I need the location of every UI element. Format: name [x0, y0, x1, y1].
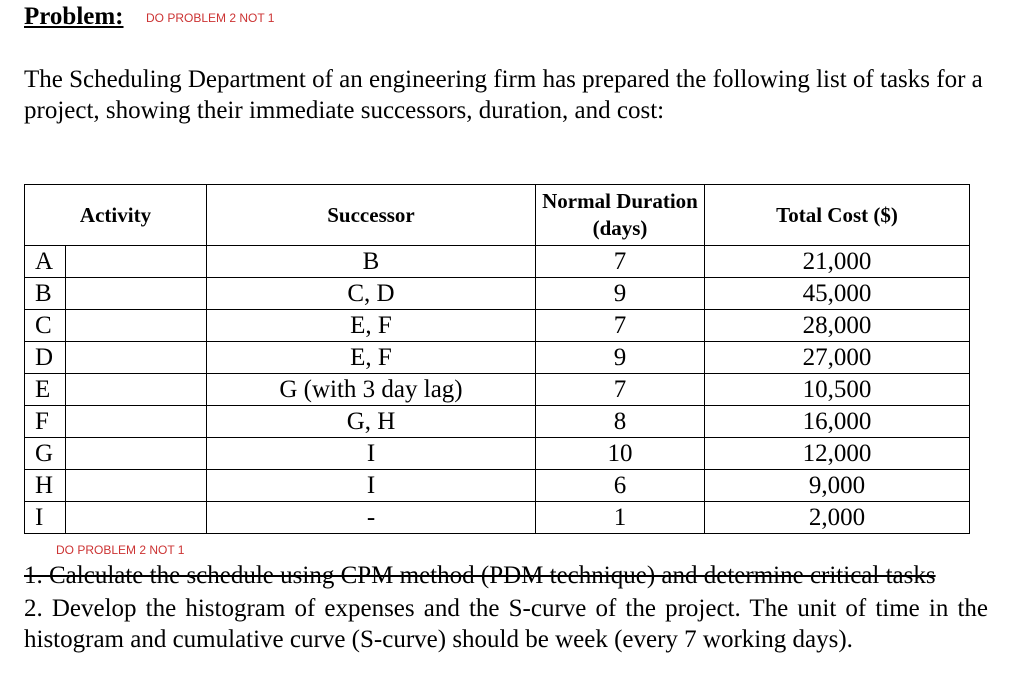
question-1-struck: 1. Calculate the schedule using CPM method (PDM technique) and determine critical tasks	[24, 562, 936, 589]
successor-cell: G (with 3 day lag)	[207, 374, 536, 406]
duration-cell: 1	[536, 502, 705, 534]
duration-cell: 7	[536, 246, 705, 278]
table-row	[25, 406, 970, 438]
duration-cell: 8	[536, 406, 705, 438]
successor-cell: C, D	[207, 278, 536, 310]
cost-cell: 9,000	[705, 470, 970, 502]
cost-cell: 16,000	[705, 406, 970, 438]
question-2: 2. Develop the histogram of expenses and the S-curve of the project. The unit of time in the histogram and cumulative curve (S-curve) should be week (every 7 working days).	[24, 595, 988, 653]
table-row	[25, 438, 970, 470]
table-row	[25, 470, 970, 502]
cost-cell: 27,000	[705, 342, 970, 374]
table-row	[25, 246, 970, 278]
table-row	[25, 278, 970, 310]
duration-cell: 9	[536, 278, 705, 310]
duration-cell: 7	[536, 310, 705, 342]
cost-cell: 21,000	[705, 246, 970, 278]
activity-cell: I	[25, 502, 66, 534]
activity-cell: D	[25, 342, 66, 374]
spacer-cell	[66, 406, 207, 438]
instructor-note-bottom: DO PROBLEM 2 NOT 1	[56, 543, 185, 557]
spacer-cell	[66, 470, 207, 502]
problem-heading: Problem:	[24, 3, 124, 30]
table-header-row	[25, 185, 970, 246]
cost-cell: 28,000	[705, 310, 970, 342]
cost-cell: 2,000	[705, 502, 970, 534]
spacer-cell	[66, 342, 207, 374]
activity-cell: C	[25, 310, 66, 342]
table-row	[25, 342, 970, 374]
successor-cell: E, F	[207, 342, 536, 374]
duration-cell: 10	[536, 438, 705, 470]
duration-cell: 7	[536, 374, 705, 406]
spacer-cell	[66, 502, 207, 534]
spacer-cell	[66, 310, 207, 342]
successor-cell: I	[207, 438, 536, 470]
intro-paragraph: The Scheduling Department of an engineering firm has prepared the following list of tasks for a project, showing their immediate successors, duration, and cost:	[24, 66, 983, 124]
duration-cell: 9	[536, 342, 705, 374]
successor-cell: G, H	[207, 406, 536, 438]
header-successor: Successor	[207, 185, 536, 246]
duration-cell: 6	[536, 470, 705, 502]
activity-cell: B	[25, 278, 66, 310]
successor-cell: E, F	[207, 310, 536, 342]
cost-cell: 12,000	[705, 438, 970, 470]
cost-cell: 10,500	[705, 374, 970, 406]
instructor-note-top: DO PROBLEM 2 NOT 1	[146, 11, 275, 25]
successor-cell: -	[207, 502, 536, 534]
successor-cell: I	[207, 470, 536, 502]
activity-cell: A	[25, 246, 66, 278]
activity-cell: G	[25, 438, 66, 470]
activity-cell: F	[25, 406, 66, 438]
header-activity: Activity	[25, 185, 207, 246]
task-table	[24, 184, 970, 534]
activity-cell: H	[25, 470, 66, 502]
spacer-cell	[66, 374, 207, 406]
table-row	[25, 310, 970, 342]
table-row	[25, 502, 970, 534]
spacer-cell	[66, 278, 207, 310]
activity-cell: E	[25, 374, 66, 406]
table-row	[25, 374, 970, 406]
cost-cell: 45,000	[705, 278, 970, 310]
successor-cell: B	[207, 246, 536, 278]
spacer-cell	[66, 246, 207, 278]
header-duration: Normal Duration (days)	[536, 185, 705, 246]
header-cost: Total Cost ($)	[705, 185, 970, 246]
spacer-cell	[66, 438, 207, 470]
